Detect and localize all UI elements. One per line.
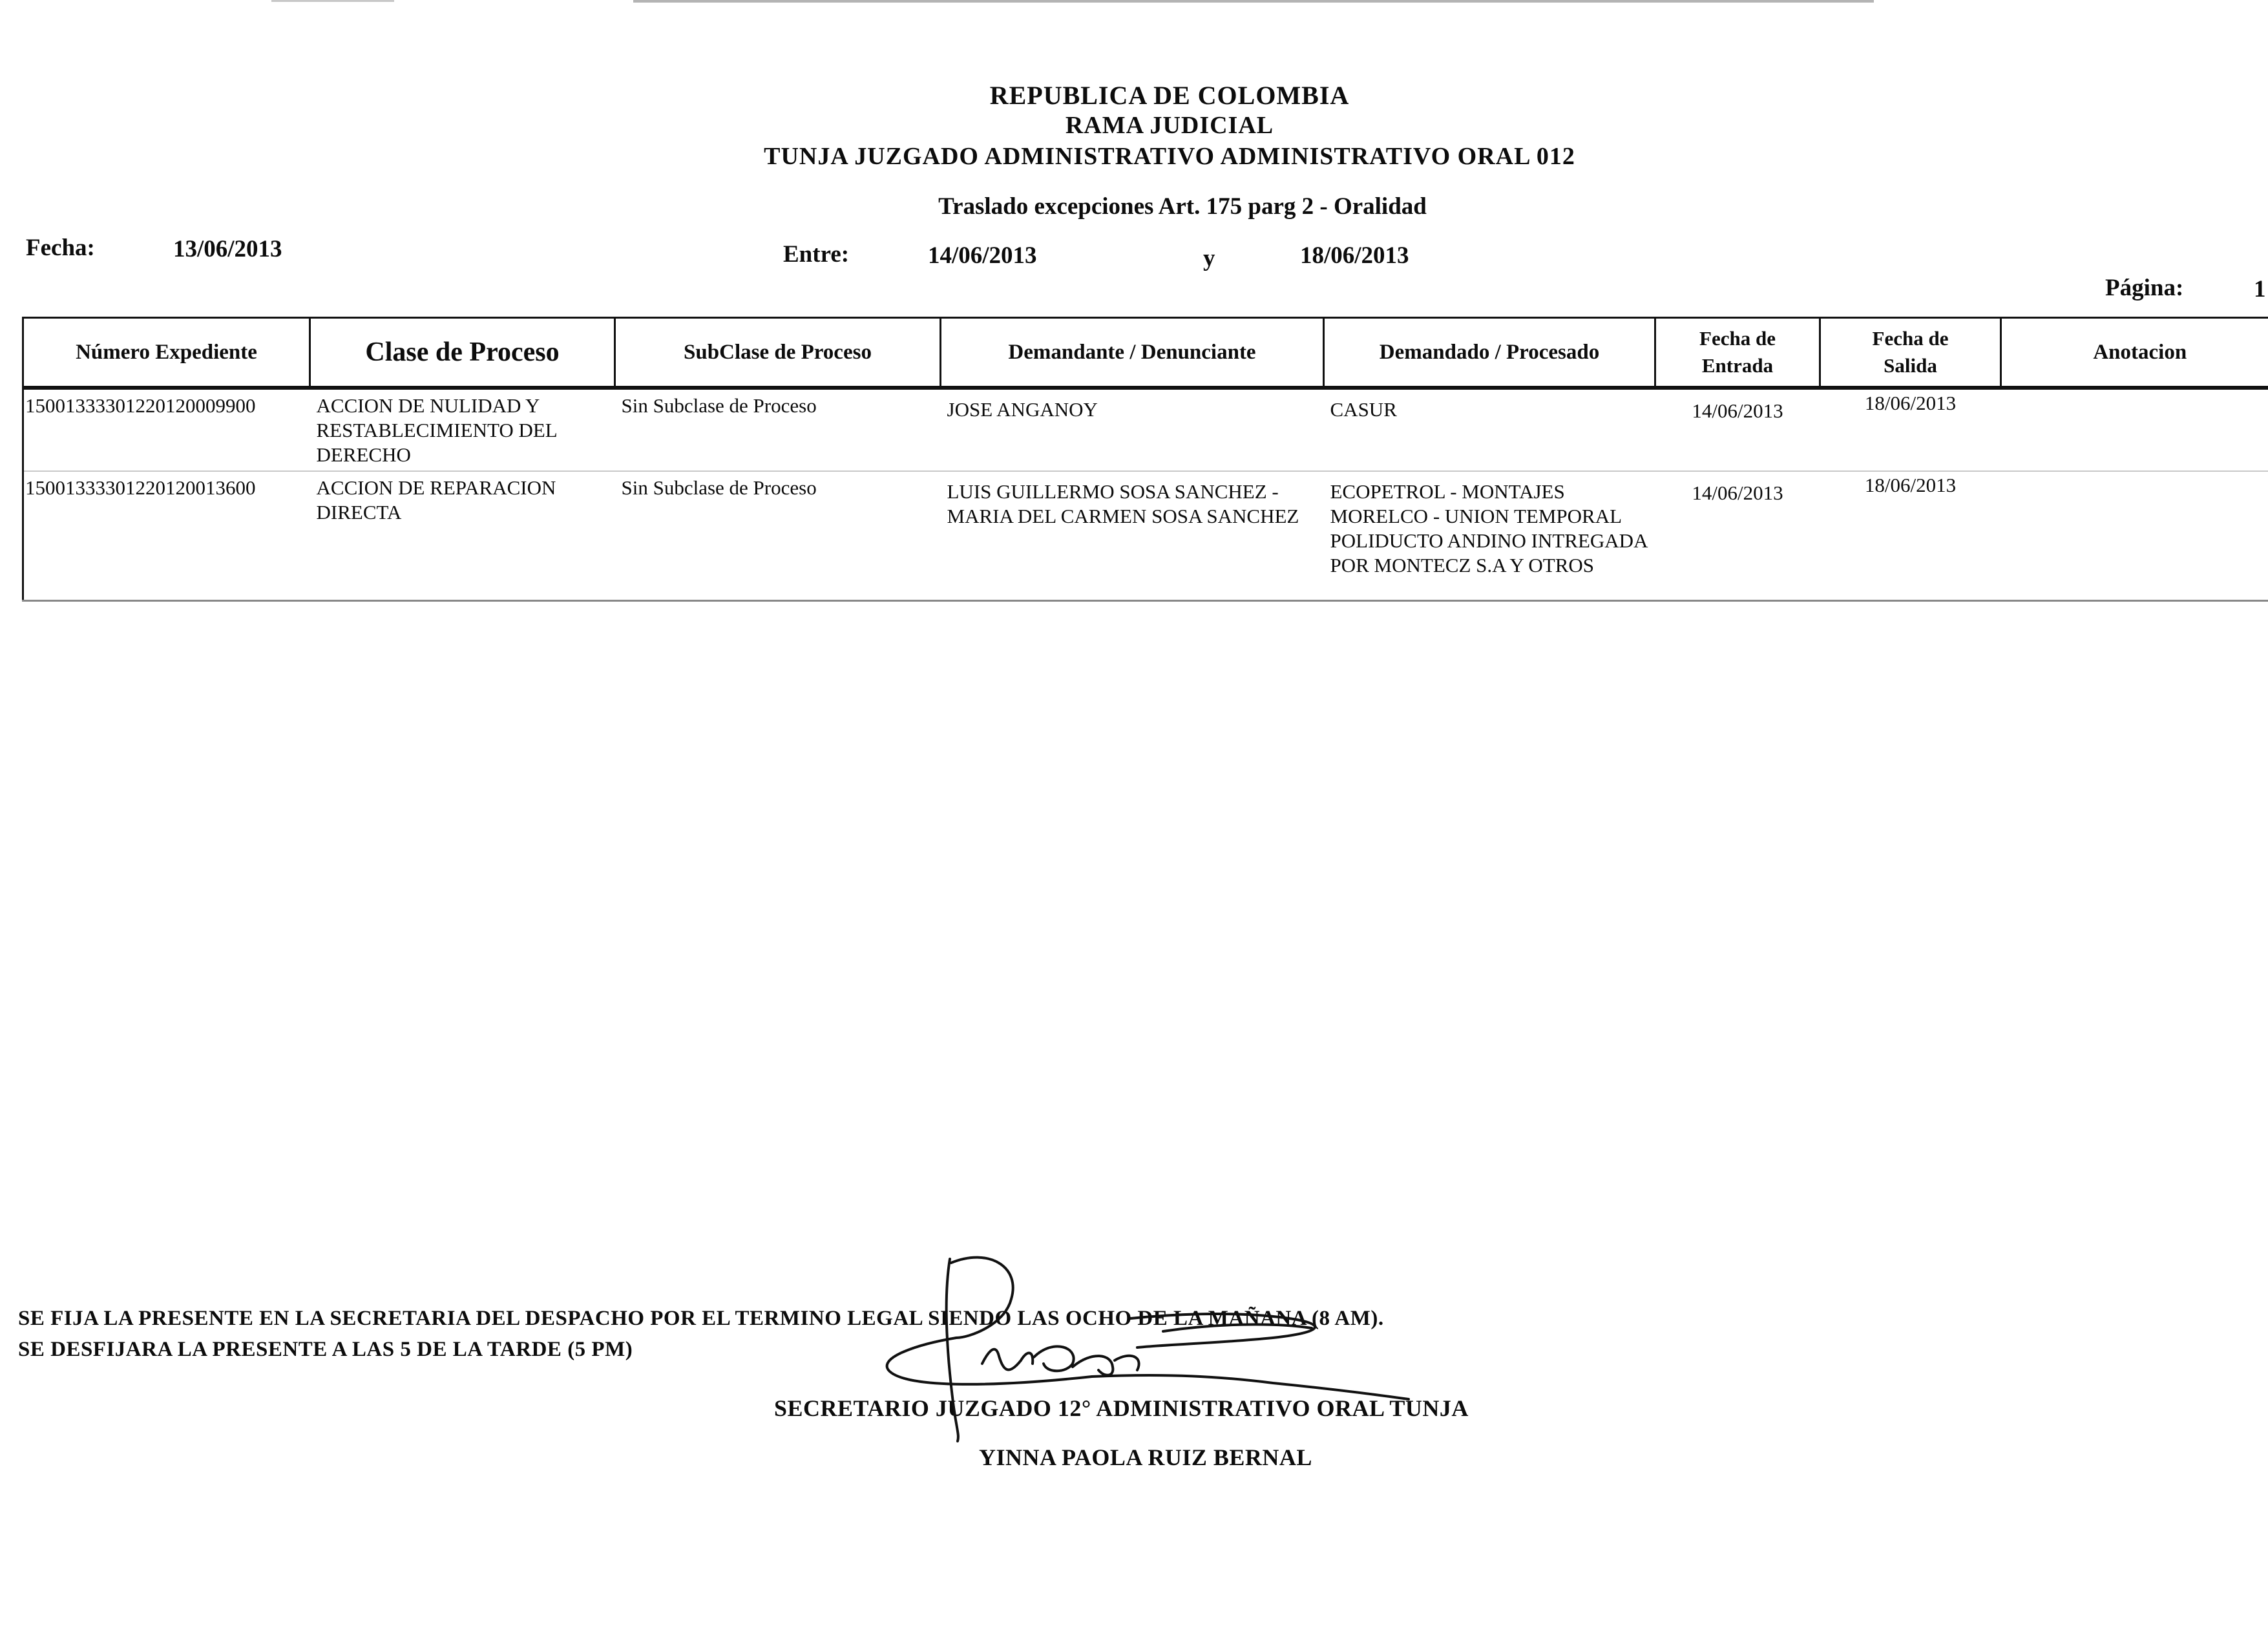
cell-anotacion <box>2001 388 2268 471</box>
cell-subclase: Sin Subclase de Proceso <box>615 471 941 600</box>
footer-fija-text: SE FIJA LA PRESENTE EN LA SECRETARIA DEL DESPACHO POR EL TERMINO LEGAL SIENDO LAS OCHO DE LA MAÑANA (8 AM). <box>18 1307 1384 1330</box>
col-header-fecha-salida <box>1820 318 2001 388</box>
cell-numero: 15001333301220120009900 <box>23 388 310 471</box>
col-header-demandado: Demandado / Procesado <box>1324 318 1655 388</box>
cell-demandado: CASUR <box>1324 388 1655 471</box>
col-header-fecha-entrada-line2: Entrada <box>1701 354 1774 377</box>
cell-fecha-salida: 18/06/2013 <box>1820 388 2001 471</box>
scan-edge-line <box>271 0 394 2</box>
cell-fecha-salida: 18/06/2013 <box>1820 471 2001 600</box>
table-row <box>23 471 2268 600</box>
fecha-label: Fecha: <box>26 235 95 261</box>
cell-numero: 15001333301220120013600 <box>23 471 310 600</box>
footer-secretario-title: SECRETARIO JUZGADO 12° ADMINISTRATIVO ORAL TUNJA <box>774 1395 1469 1421</box>
handwritten-signature <box>859 1241 1441 1448</box>
footer-desfijara-text: SE DESFIJARA LA PRESENTE A LAS 5 DE LA TARDE (5 PM) <box>18 1338 633 1361</box>
entre-label: Entre: <box>783 241 850 268</box>
header-court: TUNJA JUZGADO ADMINISTRATIVO ADMINISTRATIVO ORAL 012 <box>764 143 1575 170</box>
cell-subclase: Sin Subclase de Proceso <box>615 388 941 471</box>
cell-fecha-entrada: 14/06/2013 <box>1655 471 1820 600</box>
entre-to-date: 18/06/2013 <box>1300 242 1409 269</box>
pagina-value: 1 <box>2254 276 2266 302</box>
pagina-label: Página: <box>2105 275 2184 301</box>
col-header-numero: Número Expediente <box>23 318 310 388</box>
expedientes-table <box>22 317 2268 602</box>
col-header-anotacion: Anotacion <box>2001 318 2268 388</box>
header-branch: RAMA JUDICIAL <box>1065 112 1274 139</box>
entre-from-date: 14/06/2013 <box>928 242 1037 269</box>
entre-y-label: y <box>1203 245 1215 271</box>
cell-demandante: LUIS GUILLERMO SOSA SANCHEZ - MARIA DEL CARMEN SOSA SANCHEZ <box>941 471 1324 600</box>
table-header-row <box>23 318 2268 388</box>
cell-clase: ACCION DE NULIDAD Y RESTABLECIMIENTO DEL DERECHO <box>310 388 615 471</box>
cell-demandado: ECOPETROL - MONTAJES MORELCO - UNION TEMPORAL POLIDUCTO ANDINO INTREGADA POR MONTECZ S.A Y OTROS <box>1324 471 1655 600</box>
col-header-demandante: Demandante / Denunciante <box>941 318 1324 388</box>
cell-anotacion <box>2001 471 2268 600</box>
table-row <box>23 388 2268 471</box>
col-header-fecha-salida-line2: Salida <box>1884 354 1937 377</box>
col-header-fecha-entrada <box>1655 318 1820 388</box>
cell-clase: ACCION DE REPARACION DIRECTA <box>310 471 615 600</box>
cell-fecha-entrada: 14/06/2013 <box>1655 388 1820 471</box>
cell-demandante: JOSE ANGANOY <box>941 388 1324 471</box>
col-header-clase: Clase de Proceso <box>310 318 615 388</box>
col-header-fecha-salida-line1: Fecha de <box>1872 326 1949 350</box>
scan-edge-line <box>633 0 1874 3</box>
fecha-value: 13/06/2013 <box>173 236 282 262</box>
col-header-subclase: SubClase de Proceso <box>615 318 941 388</box>
header-subtitle: Traslado excepciones Art. 175 parg 2 - Oralidad <box>938 193 1427 220</box>
col-header-fecha-entrada-line1: Fecha de <box>1699 326 1776 350</box>
header-country: REPUBLICA DE COLOMBIA <box>989 81 1350 110</box>
footer-secretario-name: YINNA PAOLA RUIZ BERNAL <box>979 1444 1312 1470</box>
